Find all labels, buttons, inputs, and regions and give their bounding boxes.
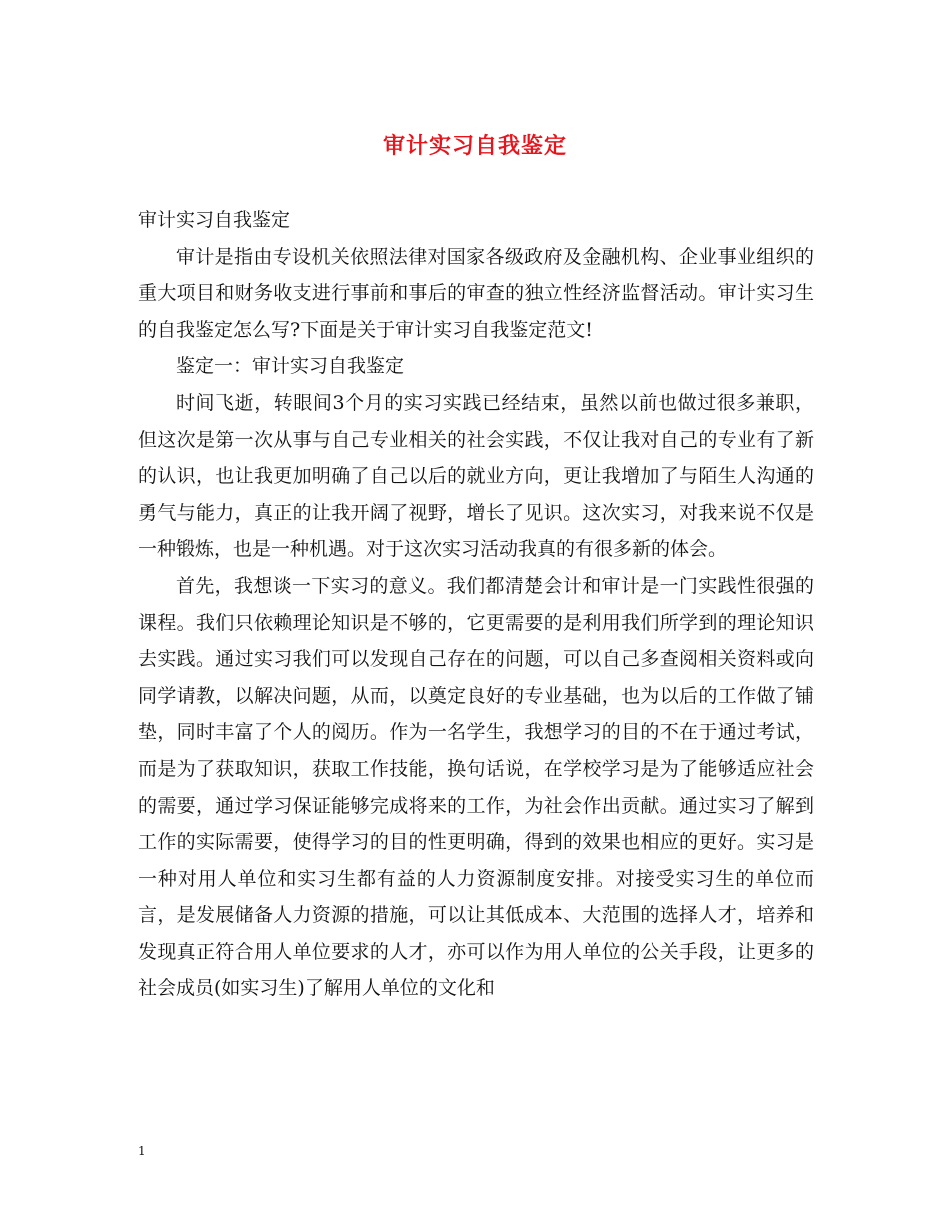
document-title: 审计实习自我鉴定 (382, 133, 567, 159)
page-number: 1 (138, 1144, 146, 1158)
intro-paragraph: 审计是指由专设机关依照法律对国家各级政府及金融机构、企业事业组织的重大项目和财务收支进行事前和事后的审查的独立性经济监督活动。审计实习生的自我鉴定怎么写?下面是关于审计实习自我鉴定范文! (138, 245, 814, 341)
document-body (138, 202, 814, 1007)
subsection-heading: 鉴定一：审计实习自我鉴定 (176, 355, 405, 378)
body-paragraph: 首先，我想谈一下实习的意义。我们都清楚会计和审计是一门实践性很强的课程。我们只依赖理论知识是不够的，它更需要的是利用我们所学到的理论知识去实践。通过实习我们可以发现自己存在的问题，可以自己多查阅相关资料或向同学请教，以解决问题，从而，以奠定良好的专业基础，也为以后的工作做了铺垫，同时丰富了个人的阅历。作为一名学生，我想学习的目的不在于通过考试，而是为了获取知识，获取工作技能，换句话说，在学校学习是为了能够适应社会的需要，通过学习保证能够完成将来的工作，为社会作出贡献。通过实习了解到工作的实际需要，使得学习的目的性更明确，得到的效果也相应的更好。实习是一种对用人单位和实习生都有益的人力资源制度安排。对接受实习生的单位而言，是发展储备人力资源的措施，可以让其低成本、大范围的选择人才，培养和发现真正符合用人单位要求的人才，亦可以作为用人单位的公关手段，让更多的社会成员(如实习生)了解用人单位的文化和 (138, 574, 814, 1000)
section-heading: 审计实习自我鉴定 (138, 209, 291, 231)
body-paragraph: 时间飞逝，转眼间3个月的实习实践已经结束，虽然以前也做过很多兼职，但这次是第一次从事与自己专业相关的社会实践，不仅让我对自己的专业有了新的认识，也让我更加明确了自己以后的就业方向，更让我增加了与陌生人沟通的勇气与能力，真正的让我开阔了视野，增长了见识。这次实习，对我来说不仅是一种锻炼，也是一种机遇。对于这次实习活动我真的有很多新的体会。 (138, 391, 814, 561)
